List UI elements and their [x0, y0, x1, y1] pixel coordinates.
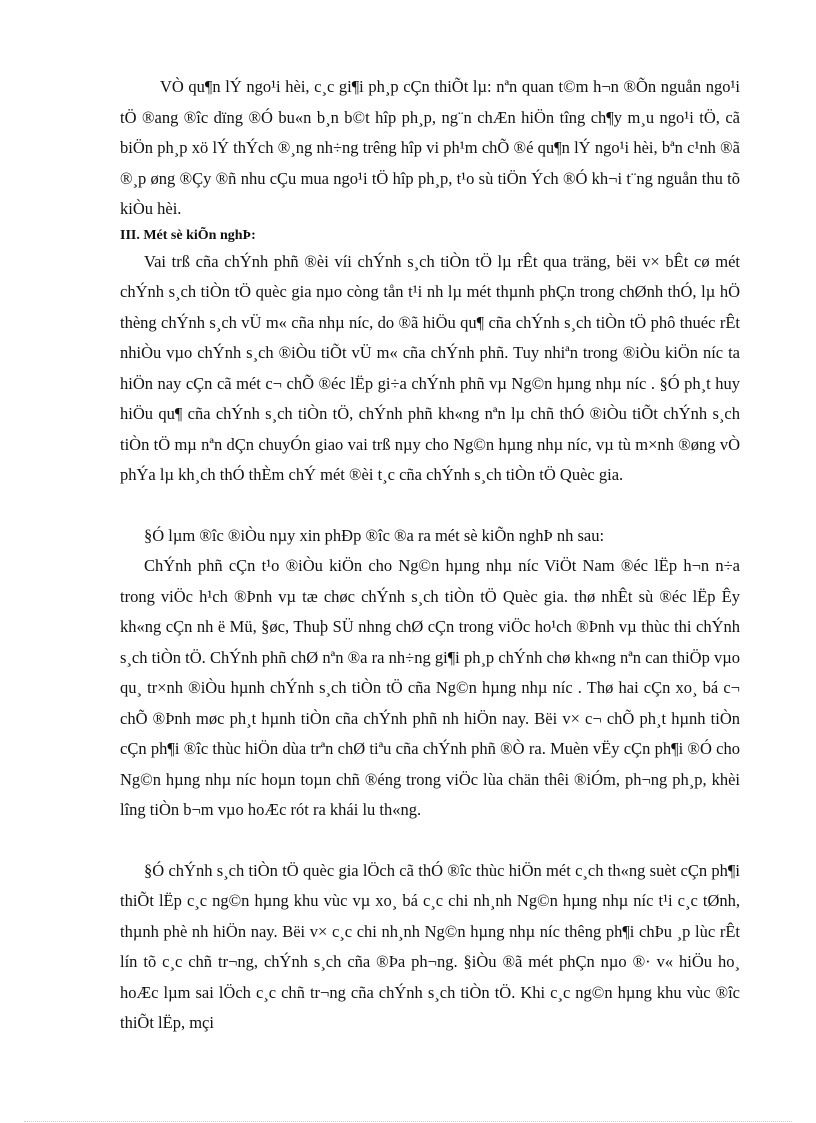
paragraph-government-role: Vai trß cña chÝnh phñ ®èi víi chÝnh s¸ch tiÒn tÖ lµ rÊt qua träng, bëi v× bÊt cø mét chÝnh s¸ch tiÒn tÖ quèc gia nµo còng tån t¹i nh lµ mét thµnh phÇn trong chØnh thÓ, lµ hÖ thèng chÝnh s¸ch vÜ m« cña nhµ níc, do ®ã hiÖu qu¶ cña chÝnh s¸ch tiÒn tÖ phô thuéc rÊt nhiÒu vµo chÝnh s¸ch ®iÒu tiÕt vÜ m« cña chÝnh phñ. Tuy nhiªn trong ®iÒu kiÖn níc ta hiÖn nay cÇn cã mét c¬ chÕ ®éc lËp gi÷a chÝnh phñ vµ Ng©n hµng nhµ níc . §Ó ph¸t huy hiÖu qu¶ cña chÝnh s¸ch tiÒn tÖ, chÝnh phñ kh«ng nªn lµ chñ thÓ ®iÒu tiÕt chÝnh s¸ch tiÒn tÖ mµ nªn dÇn chuyÓn giao vai trß nµy cho Ng©n hµng nhµ níc, vµ tù m×nh ®øng vÒ phÝa lµ kh¸ch thÓ thÈm chÝ mét ®èi t¸c cña chÝnh s¸ch tiÒn tÖ Quèc gia.: [120, 251, 740, 484]
section-heading: III. Mét sè kiÕn nghÞ:: [120, 227, 256, 243]
paragraph-recommendation-intro: §Ó lµm ®îc ®iÒu nµy xin phÐp ®îc ®a ra mét sè kiÕn nghÞ nh sau:: [144, 525, 605, 545]
paragraph-recommendation-one: ChÝnh phñ cÇn t¹o ®iÒu kiÖn cho Ng©n hµng nhµ níc ViÖt Nam ®éc lËp h¬n n÷a trong viÖc h¹ch ®Þnh vµ tæ chøc chÝnh s¸ch tiÒn tÖ Quèc gia. thø nhÊt sù ®éc lËp Êy kh«ng cÇn nh ë Mü, §øc, Thuþ SÜ nhng chØ cÇn trong viÖc ho¹ch ®Þnh vµ thùc thi chÝnh s¸ch tiÒn tÖ. ChÝnh phñ chØ nªn ®a ra nh÷ng gi¶i ph¸p chÝnh chø kh«ng nªn can thiÖp vµo qu¸ tr×nh ®iÒu hµnh chÝnh s¸ch tiÒn tÖ cña Ng©n hµng nhµ níc . Thø hai cÇn xo¸ bá c¬ chÕ ®Þnh møc ph¸t hµnh tiÒn cña chÝnh phñ nh hiÖn nay. Bëi v× c¬ chÕ ph¸t hµnh tiÒn cÇn ph¶i ®îc thùc hiÖn dùa trªn chØ tiªu cña chÝnh phñ ®Ò ra. Muèn vËy cÇn ph¶i ®Ó cho Ng©n hµng nhµ níc hoµn toµn chñ ®éng trong viÖc lùa chän thêi ®iÓm, ph¬ng ph¸p, khèi lîng tiÒn b¬m vµo hoÆc rót ra khái lu th«ng.: [120, 556, 740, 819]
paragraph-spacer: [120, 826, 740, 856]
document-page: [120, 72, 740, 1039]
paragraph-regional-banks: §Ó chÝnh s¸ch tiÒn tÖ quèc gia lÖch cã thÓ ®îc thùc hiÖn mét c¸ch th«ng suèt cÇn ph¶i thiÕt lËp c¸c ng©n hµng khu vùc vµ xo¸ bá c¸c chi nh¸nh Ng©n hµng nhµ níc t¹i c¸c tØnh, thµnh phè nh hiÖn nay. Bëi v× c¸c chi nh¸nh Ng©n hµng nhµ níc thêng ph¶i chÞu ¸p lùc rÊt lín tõ c¸c chñ tr¬ng, chÝnh s¸ch cña ®Þa ph¬ng. §iÒu ®ã mét phÇn nµo ®· v« hiÖu ho¸ hoÆc lµm sai lÖch c¸c chñ tr¬ng cña chÝnh s¸ch tiÒn tÖ. Khi c¸c ng©n hµng khu vùc ®îc thiÕt lËp, mçi: [120, 860, 740, 1032]
paragraph-spacer: [120, 491, 740, 521]
page-bottom-divider: [24, 1121, 792, 1122]
paragraph-foreign-exchange: VÒ qu¶n lÝ ngo¹i hèi, c¸c gi¶i ph¸p cÇn thiÕt lµ: nªn quan t©m h¬n ®Õn nguån ngo¹i tÖ ®ang ®îc dïng ®Ó bu«n b¸n b©t hîp ph¸p, ng¨n chÆn hiÖn tîng ch¶y m¸u ngo¹i tÖ, cã biÖn ph¸p xö lÝ thÝch ®¸ng nh÷ng trêng hîp vi ph¹m chÕ ®é qu¶n lÝ ngo¹i hèi, bªn c¹nh ®ã ®¸p øng ®Çy ®ñ nhu cÇu mua ngo¹i tÖ hîp ph¸p, t¹o sù tiÖn Ých ®Ó kh¬i t¨ng nguån thu tõ kiÒu hèi.: [120, 77, 740, 218]
